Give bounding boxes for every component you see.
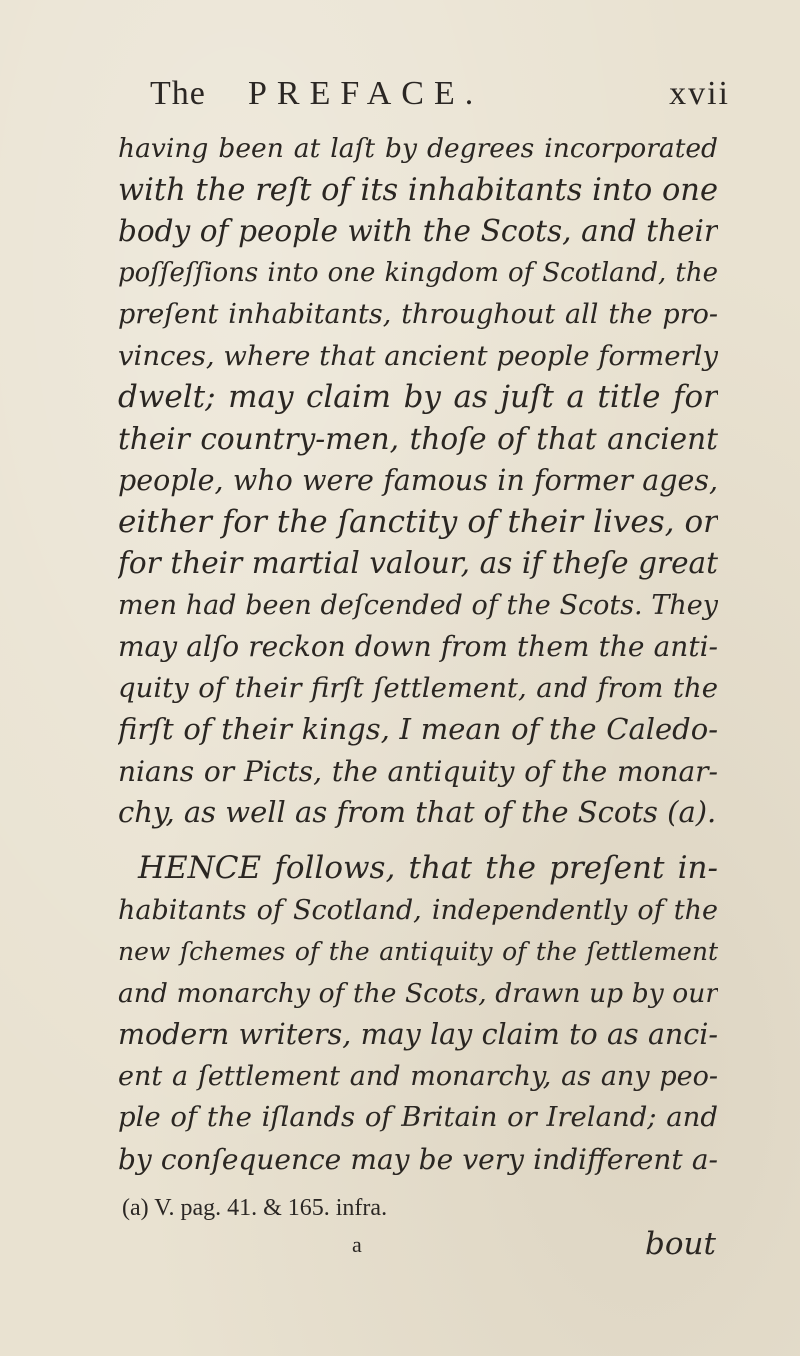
running-head-title: PREFACE. [248,75,484,112]
text-line: quity of their firſt ſettlement, and from the [118,671,718,704]
text-line: and monarchy of the Scots, drawn up by our [118,977,718,1009]
text-line: their country-men, thoſe of that ancient [118,421,718,456]
paragraph-2 [118,848,718,1180]
text-line: with the reſt of its inhabitants into one [118,172,718,208]
text-line: chy, as well as from that of the Scots (a). [118,795,717,829]
page-number: xvii [669,75,730,112]
text-line: may alſo reckon down from them the anti- [118,630,718,663]
catchword: bout [645,1226,716,1262]
text-line: ple of the iſlands of Britain or Ireland; and [118,1101,718,1133]
text-line: body of people with the Scots, and their [118,214,718,248]
text-line: modern writers, may lay claim to as anci- [118,1018,718,1051]
running-head-prefix: The [150,75,206,112]
text-line: vinces, where that ancient people formerly [118,339,718,372]
text-line: habitants of Scotland, independently of the [118,894,718,926]
paragraph-1 [118,128,718,834]
text-line: poſſeſſions into one kingdom of Scotland, the [118,257,718,288]
text-line: people, who were famous in former ages, [118,464,718,497]
text-line: men had been deſcended of the Scots. They [118,589,718,621]
text-line: having been at laſt by degrees incorporated [118,133,718,164]
text-line: either for the ſanctity of their lives, or [118,503,718,540]
text-line: by conſequence may be very indifferent a- [118,1142,718,1176]
text-line: new ſchemes of the antiquity of the ſettlement [118,937,718,966]
running-header [150,75,730,125]
text-line: for their martial valour, as if theſe great [118,546,718,580]
text-line: preſent inhabitants, throughout all the pro- [118,299,718,330]
footnote: (a) V. pag. 41. & 165. infra. [122,1195,388,1221]
text-line: firſt of their kings, I mean of the Caledo- [118,712,718,746]
text-line: ent a ſettlement and monarchy, as any peo- [118,1060,718,1092]
signature-mark: a [352,1232,362,1257]
text-line: dwelt; may claim by as juſt a title for [118,379,718,415]
text-line: nians or Picts, the antiquity of the monar- [118,754,718,788]
text-line: HENCE follows, that the preſent in- [138,850,718,886]
